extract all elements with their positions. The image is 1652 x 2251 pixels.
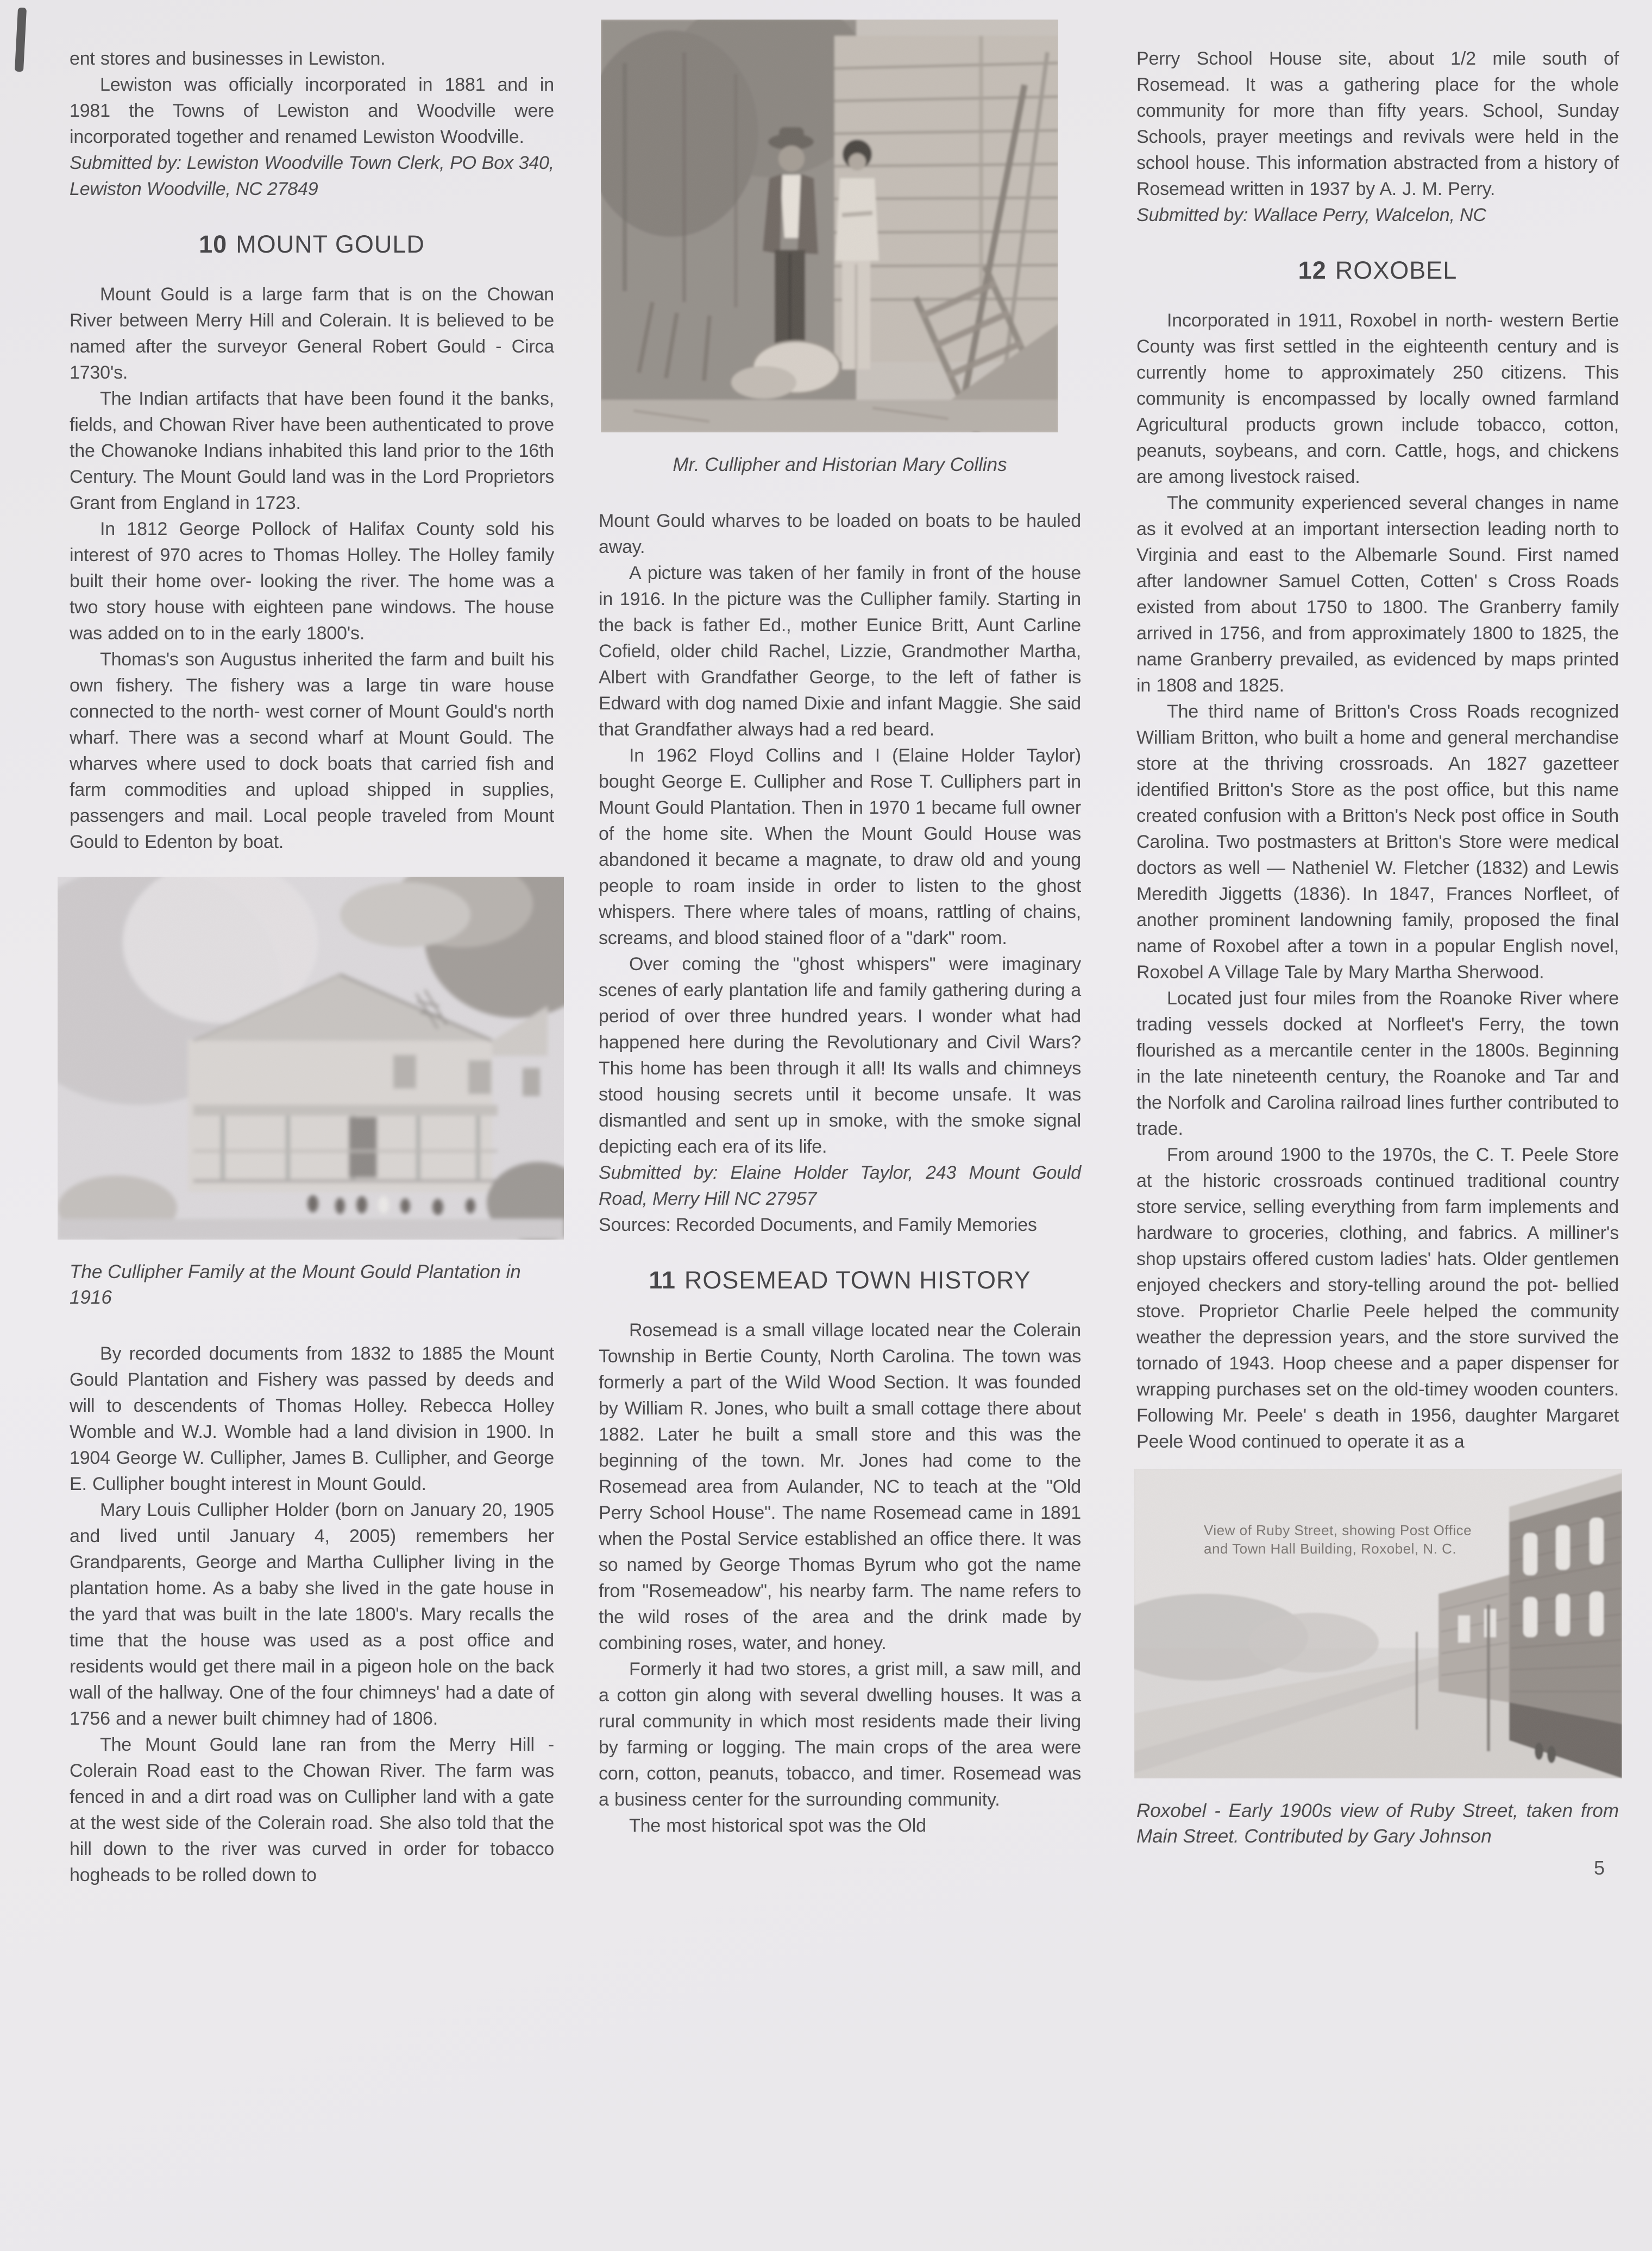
paragraph: Lewiston was officially incorporated in 1881 and in 1981 the Towns of Lewiston and Woodville were incorporated together and renamed Lewiston Woodville. (70, 74, 554, 147)
section-number: 12 (1298, 256, 1327, 284)
section-number: 11 (649, 1266, 676, 1294)
paragraph: Formerly it had two stores, a grist mill, a saw mill, and a cotton gin along with several dwelling houses. It was a rural community in which most residents made their living by farming or logging. The main crops of the area were corn, cotton, peanuts, tobacco, and timer. Rosemead was a business center for the surrounding community. (599, 1659, 1081, 1810)
photo-caption: The Cullipher Family at the Mount Gould Plantation in 1916 (70, 1261, 521, 1308)
section-title: ROSEMEAD TOWN HISTORY (684, 1266, 1031, 1294)
paragraph: Mount Gould wharves to be loaded on boats to be hauled away. (599, 511, 1081, 557)
section-heading-roxobel (1136, 256, 1619, 285)
two-people-photo-graphic (601, 20, 1058, 432)
paragraph: Thomas's son Augustus inherited the farm and built his own fishery. The fishery was a large tin ware house connected to the north- west corner of Mount Gould's north wharf. There was a second wharf at Mount Gould. The wharves where used to dock boats that carried fish and farm commodities and upload shipped in supplies, passengers and mail. Local people traveled from Mount Gould to Edenton by boat. (70, 649, 554, 852)
photo-caption: Mr. Cullipher and Historian Mary Collins (673, 454, 1007, 475)
paragraph: Rosemead is a small village located near the Colerain Township in Bertie County, North Carolina. The town was formerly a part of the Wild Wood Section. It was founded by William R. Jones, who built a small cottage there about 1882. Later he built a small store and this was the beginning of the town. Mr. Jones had come to the Rosemead area from Aulander, NC to teach at the "Old Perry School House". The name Rosemead came in 1891 when the Postal Service established an office there. It was so named by George Thomas Byrum who got the name from "Rosemeadow", his nearby farm. The name refers to the wild roses of the area and the drink made by combining roses, water, and honey. (599, 1320, 1081, 1653)
paragraph: Mary Louis Cullipher Holder (born on January 20, 1905 and lived until January 4, 2005) remembers her Grandparents, George and Martha Cullipher living in the plantation home. As a baby she lived in the gate house in the yard that was built in the late 1800's. Mary recalls the time that the house was used as a post office and residents would get there mail in a pigeon hole on the back wall of the hallway. One of the four chimneys' had a date of 1756 and a newer built chimney had of 1806. (70, 1500, 554, 1729)
paragraph: Incorporated in 1911, Roxobel in north- western Bertie County was first settled in the eighteenth century and is currently home to approximately 250 citizens. This community is encompassed by locally owned farmland Agricultural products grown include tobacco, cotton, peanuts, soybeans, and corn. Cattle, hogs, and chickens are among livestock raised. (1136, 310, 1619, 487)
section-title: MOUNT GOULD (236, 230, 425, 258)
paragraph: Located just four miles from the Roanoke River where trading vessels docked at Norfleet's Ferry, the town flourished as a mercantile center in the 1800s. Beginning in the late nineteenth century, the Roanoke and Tar and the Norfolk and Carolina railroad lines further contributed to trade. (1136, 988, 1619, 1139)
paragraph: The third name of Britton's Cross Roads recognized William Britton, who built a home and general merchandise store at the thriving crossroads. An 1827 gazetteer identified Britton's Store as the post office, but this name created confusion with a Britton's Neck post office in South Carolina. Two postmasters at Britton's Store were medical doctors as well — Natheniel W. Fletcher (1832) and Lewis Meredith Jiggetts (1836). In 1847, Frances Norfleet, of another prominent landowning family, proposed the final name of Roxobel after a town in a popular English novel, Roxobel A Village Tale by Mary Martha Sherwood. (1136, 701, 1619, 983)
paragraph: Over coming the "ghost whispers" were imaginary scenes of early plantation life and family gathering during a period of over three hundred years. I wonder what had happened here during the Revolutionary and Civil Wars? This home has been through it all! Its walls and chimneys stood housing secrets until it become unsafe. It was dismantled and sent up in smoke, with the smoke signal depicting each era of its life. (599, 954, 1081, 1157)
paragraph: From around 1900 to the 1970s, the C. T. Peele Store at the historic crossroads continued traditional country store service, selling everything from farm implements and hardware to groceries, clothing, and fabrics. A milliner's shop upstairs offered custom ladies' hats. Older gentlemen enjoyed checkers and story-telling around the pot- bellied stove. Proprietor Charlie Peele helped the community weather the depression years, and the store survived the tornado of 1943. Hoop cheese and a paper dispenser for wrapping purchases set on the old-timey wooden counters. Following Mr. Peele' s death in 1956, daughter Margaret Peele Wood continued to operate it as a (1136, 1145, 1619, 1452)
photo-cullipher-and-mary-collins (601, 20, 1058, 432)
paragraph: By recorded documents from 1832 to 1885 the Mount Gould Plantation and Fishery was passed by deeds and will to descendents of Thomas Holley. Rebecca Holley Womble and W.J. Womble had a land division in 1900. In 1904 George W. Cullipher, James B. Cullipher, and George E. Cullipher bought interest in Mount Gould. (70, 1343, 554, 1494)
photo-caption: Roxobel - Early 1900s view of Ruby Street, taken from Main Street. Contributed by Gary Johnson (1136, 1800, 1619, 1847)
paragraph: In 1812 George Pollock of Halifax County sold his interest of 970 acres to Thomas Holley. The Holley family built their home over- looking the river. The home was a two story house with eighteen pane windows. The house was added on to in the early 1800's. (70, 519, 554, 644)
photo-inset-line1: View of Ruby Street, showing Post Office (1204, 1522, 1472, 1538)
photo-ruby-street-roxobel (1134, 1469, 1622, 1778)
section-title: ROXOBEL (1335, 256, 1458, 284)
column-right (1136, 46, 1619, 1879)
scan-artifact (15, 8, 27, 72)
paragraph: A picture was taken of her family in front of the house in 1916. In the picture was the Cullipher family. Starting in the back is father Ed., mother Eunice Britt, Aunt Carline Cofield, older child Rachel, Lizzie, Grandmother Martha, Albert with Grandfather George, to the left of father is Edward with dog named Dixie and infant Maggie. She said that Grandfather always had a red beard. (599, 563, 1081, 740)
spacer (599, 477, 1081, 508)
sources-line: Sources: Recorded Documents, and Family Memories (599, 1215, 1037, 1235)
page-number: 5 (1593, 1857, 1605, 1879)
section-heading-rosemead (599, 1266, 1081, 1294)
street-view-photo-graphic (1134, 1469, 1622, 1778)
paragraph: Perry School House site, about 1/2 mile south of Rosemead. It was a gathering place for the whole community for more than fifty years. School, Sunday Schools, prayer meetings and revivals were held in the school house. This information abstracted from a history of Rosemead written in 1937 by A. J. M. Perry. (1136, 48, 1619, 199)
plantation-house-photo-graphic (58, 877, 564, 1240)
paragraph: The community experienced several changes in name as it evolved at an important intersection leading north to Virginia and east to the Albemarle Sound. First named after landowner Samuel Cotten, Cotten' s Cross Roads existed from about 1750 to 1800. The Granberry family arrived in 1756, and from approximately 1800 to 1825, the name Granberry prevailed, as evidenced by maps printed in 1808 and 1825. (1136, 493, 1619, 696)
section-heading-mount-gould (70, 230, 554, 259)
photo-cullipher-family-plantation (58, 877, 564, 1240)
paragraph: The most historical spot was the Old (629, 1815, 926, 1836)
column-left (70, 46, 554, 1888)
paragraph: In 1962 Floyd Collins and I (Elaine Holder Taylor) bought George E. Cullipher and Rose T. Culliphers part in Mount Gould Plantation. Then in 1970 1 became full owner of the home site. When the Mount Gould House was abandoned it became a magnate, to draw old and young people to roam inside in order to listen to the ghost whispers. There where tales of moans, rattling of chains, screams, and blood stained floor of a "dark" room. (599, 745, 1081, 948)
paragraph: The Mount Gould lane ran from the Merry Hill - Colerain Road east to the Chowan River. The farm was fenced in and a dirt road was on Cullipher land with a gate at the west side of the Colerain road. She also told that the hill down to the river was curved in order for tobacco hogheads to be rolled down to (70, 1734, 554, 1885)
paragraph: ent stores and businesses in Lewiston. (70, 48, 386, 69)
paragraph: The Indian artifacts that have been found it the banks, fields, and Chowan River have been authenticated to prove the Chowanoke Indians inhabited this land prior to the 16th Century. The Mount Gould land was in the Lord Proprietors Grant from England in 1723. (70, 388, 554, 513)
column-middle (599, 20, 1081, 1839)
submitted-by-credit: Submitted by: Wallace Perry, Walcelon, NC (1136, 205, 1486, 225)
section-number: 10 (199, 230, 228, 258)
submitted-by-credit: Submitted by: Elaine Holder Taylor, 243 Mount Gould Road, Merry Hill NC 27957 (599, 1162, 1081, 1209)
paragraph: Mount Gould is a large farm that is on the Chowan River between Merry Hill and Colerain. It is believed to be named after the surveyor General Robert Gould - Circa 1730's. (70, 284, 554, 383)
photo-inset-caption (1204, 1521, 1552, 1558)
photo-inset-line2: and Town Hall Building, Roxobel, N. C. (1204, 1541, 1457, 1557)
submitted-by-credit: Submitted by: Lewiston Woodville Town Clerk, PO Box 340, Lewiston Woodville, NC 27849 (70, 153, 554, 199)
spacer (70, 1310, 554, 1341)
